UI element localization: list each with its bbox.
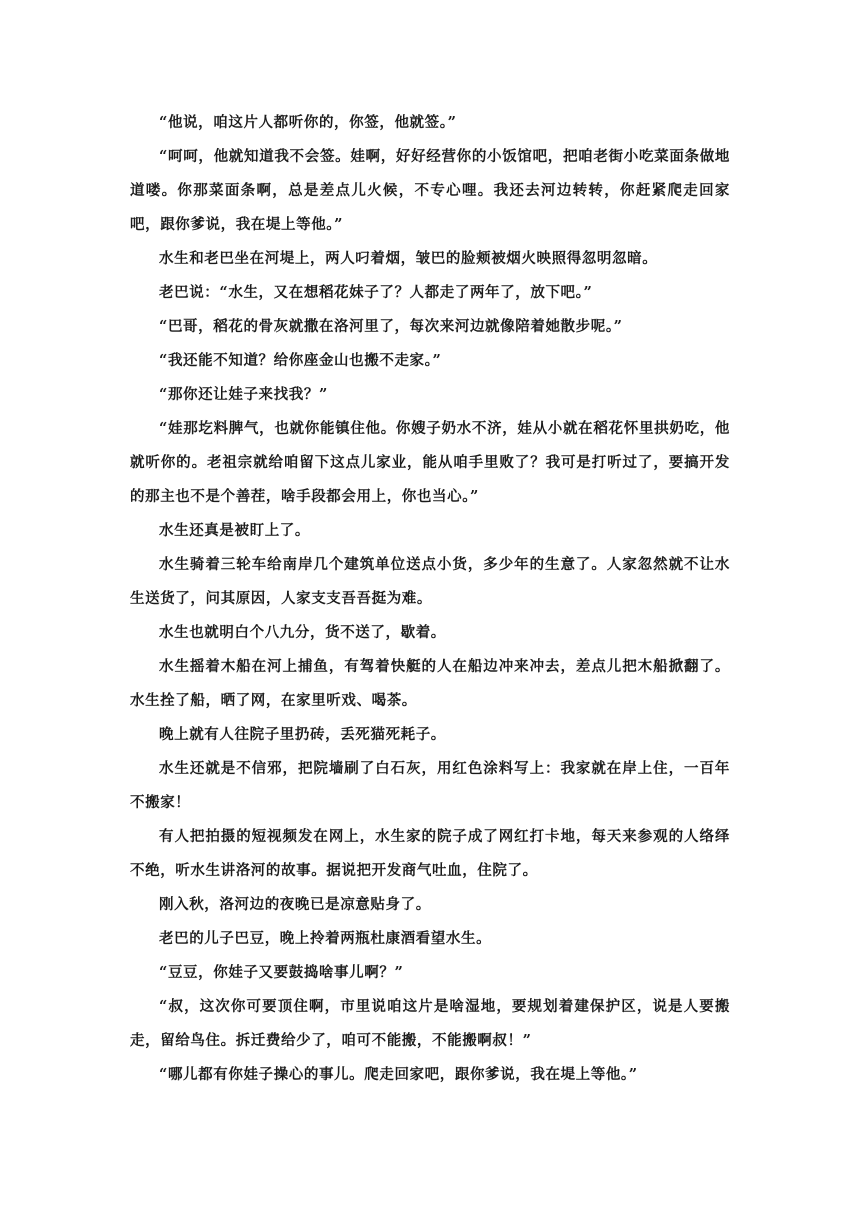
paragraph: “呵呵，他就知道我不会签。娃啊，好好经营你的小饭馆吧，把咱老街小吃菜面条做地道喽。你那菜面条啊，总是差点儿火候，不专心哩。我还去河边转转，你赶紧爬走回家吧，跟你爹说，我在堤上等他。”: [130, 148, 730, 233]
paragraph: 水生和老巴坐在河堤上，两人叼着烟，皱巴的脸颊被烟火映照得忽明忽暗。: [159, 250, 658, 267]
paragraph: “娃那圪料脾气，也就你能镇住他。你嫂子奶水不济，娃从小就在稻花怀里拱奶吃，他就听你的。老祖宗就给咱留下这点儿家业，能从咱手里败了？我可是打听过了，要搞开发的那主也不是个善茬，啥手段都会用上，你也当心。”: [130, 420, 730, 505]
paragraph: “他说，咱这片人都听你的，你签，他就签。”: [159, 114, 457, 131]
paragraph: 有人把拍摄的短视频发在网上，水生家的院子成了网红打卡地，每天来参观的人络绎不绝，听水生讲洛河的故事。据说把开发商气吐血，住院了。: [130, 828, 730, 879]
paragraph: 水生还真是被盯上了。: [159, 522, 310, 539]
paragraph: 晚上就有人往院子里扔砖，丢死猫死耗子。: [159, 726, 446, 743]
paragraph: “叔，这次你可要顶住啊，市里说咱这片是啥湿地，要规划着建保护区，说是人要搬走，留给鸟住。拆迁费给少了，咱可不能搬，不能搬啊叔！”: [130, 998, 730, 1049]
story-text-body: [130, 106, 730, 1092]
paragraph: “巴哥，稻花的骨灰就撒在洛河里了，每次来河边就像陪着她散步呢。”: [159, 318, 623, 335]
paragraph: 老巴的儿子巴豆，晚上拎着两瓶杜康酒看望水生。: [159, 930, 492, 947]
paragraph: 老巴说：“水生，又在想稻花妹子了？人都走了两年了，放下吧。”: [159, 284, 593, 301]
paragraph: 水生摇着木船在河上捕鱼，有驾着快艇的人在船边冲来冲去，差点儿把木船掀翻了。水生拴了船，晒了网，在家里听戏、喝茶。: [130, 658, 730, 709]
paragraph: 刚入秋，洛河边的夜晚已是凉意贴身了。: [159, 896, 431, 913]
paragraph: 水生还就是不信邪，把院墙刷了白石灰，用红色涂料写上：我家就在岸上住，一百年不搬家！: [130, 760, 730, 811]
paragraph: 水生骑着三轮车给南岸几个建筑单位送点小货，多少年的生意了。人家忽然就不让水生送货了，问其原因，人家支支吾吾挺为难。: [130, 556, 730, 607]
paragraph: “哪儿都有你娃子操心的事儿。爬走回家吧，跟你爹说，我在堤上等他。”: [159, 1066, 638, 1083]
paragraph: “我还能不知道？给你座金山也搬不走家。”: [159, 352, 442, 369]
paragraph: “豆豆，你娃子又要鼓捣啥事儿啊？”: [159, 964, 404, 981]
paragraph: 水生也就明白个八九分，货不送了，歇着。: [159, 624, 446, 641]
paragraph: “那你还让娃子来找我？”: [159, 386, 328, 403]
